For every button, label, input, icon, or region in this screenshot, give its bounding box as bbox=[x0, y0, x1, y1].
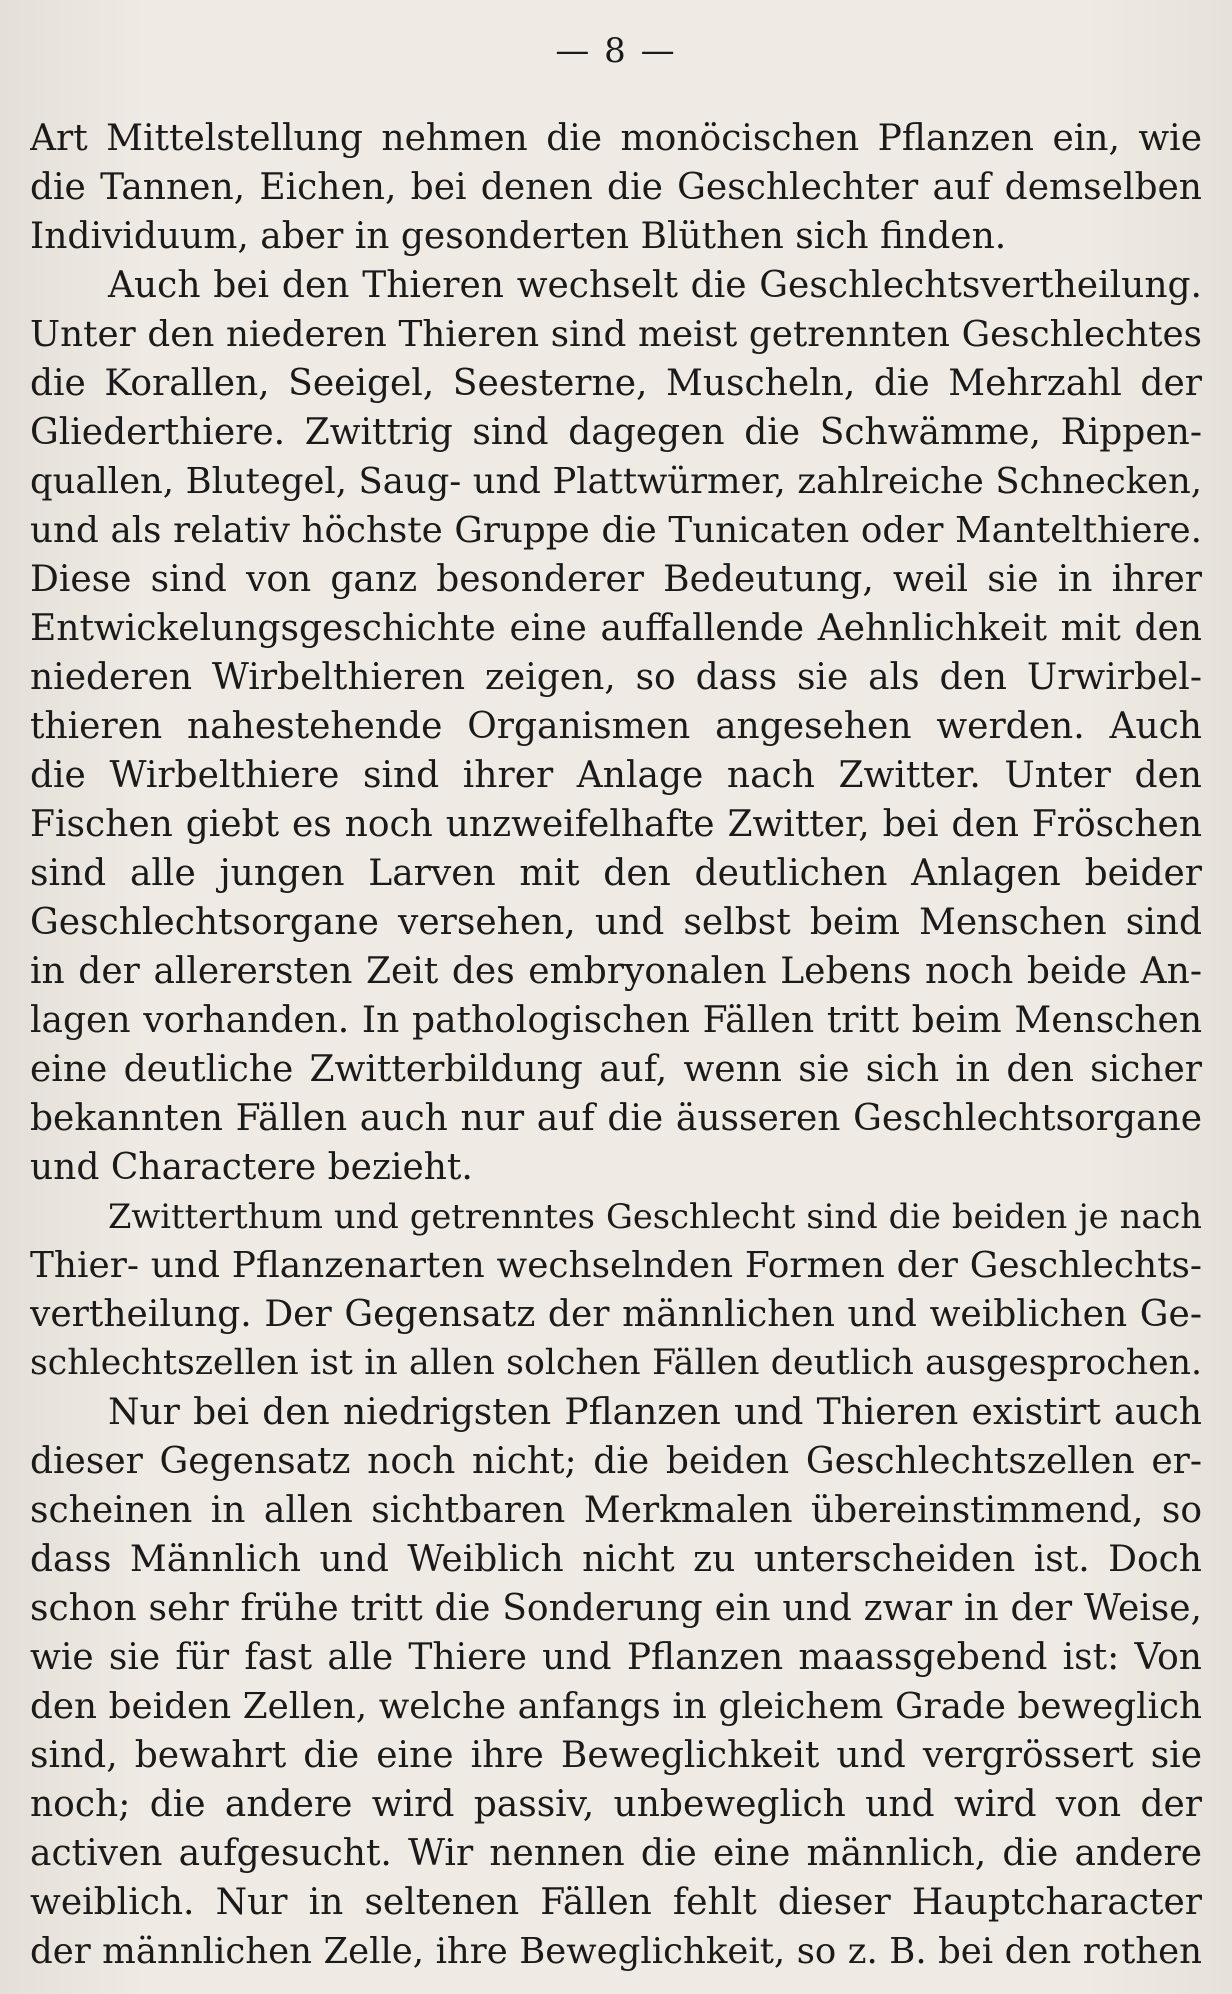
text-line: quallen, Blutegel, Saug- und Plattwürmer, zahlreiche Schnecken, bbox=[30, 461, 1202, 502]
text-line: Unter den niederen Thieren sind meist getrennten Geschlechtes bbox=[30, 314, 1202, 355]
text-line: weiblich. Nur in seltenen Fällen fehlt dieser Hauptcharacter bbox=[30, 1882, 1202, 1923]
text-line: Art Mittelstellung nehmen die monöcischen Pflanzen ein, wie bbox=[30, 118, 1202, 159]
text-line: noch; die andere wird passiv, unbeweglich und wird von der bbox=[30, 1784, 1202, 1825]
text-line: eine deutliche Zwitterbildung auf, wenn sie sich in den sicher bbox=[30, 1049, 1202, 1090]
text-line: in der allerersten Zeit des embryonalen Lebens noch beide An- bbox=[30, 951, 1202, 992]
text-line: Geschlechtsorgane versehen, und selbst beim Menschen sind bbox=[30, 902, 1202, 943]
text-line: schlechtszellen ist in allen solchen Fällen deutlich ausgesprochen. bbox=[30, 1343, 1202, 1383]
body-text bbox=[30, 114, 1202, 1976]
text-line: wie sie für fast alle Thiere und Pflanzen maassgebend ist: Von bbox=[30, 1637, 1202, 1678]
text-line: den beiden Zellen, welche anfangs in gleichem Grade beweglich bbox=[30, 1686, 1202, 1727]
text-line: schon sehr frühe tritt die Sonderung ein und zwar in der Weise, bbox=[30, 1588, 1202, 1629]
text-line: Auch bei den Thieren wechselt die Geschlechtsvertheilung. bbox=[108, 265, 1202, 306]
text-line: Individuum, aber in gesonderten Blüthen sich finden. bbox=[30, 216, 1007, 257]
text-line: sind alle jungen Larven mit den deutlichen Anlagen beider bbox=[30, 853, 1202, 894]
text-line: bekannten Fällen auch nur auf die äusseren Geschlechtsorgane bbox=[30, 1098, 1202, 1139]
text-line: die Tannen, Eichen, bei denen die Geschlechter auf demselben bbox=[30, 167, 1202, 208]
page-number: — 8 — bbox=[555, 31, 677, 71]
text-line: Fischen giebt es noch unzweifelhafte Zwitter, bei den Fröschen bbox=[30, 804, 1202, 845]
text-line: activen aufgesucht. Wir nennen die eine männlich, die andere bbox=[30, 1833, 1202, 1874]
text-line: vertheilung. Der Gegensatz der männlichen und weiblichen Ge- bbox=[30, 1294, 1202, 1335]
text-line: der männlichen Zelle, ihre Beweglichkeit, so z. B. bei den rothen bbox=[30, 1931, 1202, 1972]
text-line: dass Männlich und Weiblich nicht zu unterscheiden ist. Doch bbox=[30, 1539, 1202, 1580]
text-line: scheinen in allen sichtbaren Merkmalen übereinstimmend, so bbox=[30, 1490, 1202, 1531]
text-line: dieser Gegensatz noch nicht; die beiden Geschlechtszellen er- bbox=[30, 1441, 1202, 1482]
text-line: Entwickelungsgeschichte eine auffallende Aehnlichkeit mit den bbox=[30, 608, 1202, 649]
text-line: und Charactere bezieht. bbox=[30, 1147, 473, 1188]
text-line: Thier- und Pflanzenarten wechselnden Formen der Geschlechts- bbox=[30, 1245, 1202, 1286]
text-line: niederen Wirbelthieren zeigen, so dass sie als den Urwirbel- bbox=[30, 657, 1202, 698]
text-line: die Wirbelthiere sind ihrer Anlage nach Zwitter. Unter den bbox=[30, 755, 1202, 796]
text-line: Gliederthiere. Zwittrig sind dagegen die Schwämme, Rippen- bbox=[30, 412, 1202, 453]
text-line: Diese sind von ganz besonderer Bedeutung, weil sie in ihrer bbox=[30, 559, 1202, 600]
text-line: und als relativ höchste Gruppe die Tunicaten oder Mantelthiere. bbox=[30, 510, 1202, 551]
text-line: thieren nahestehende Organismen angesehen werden. Auch bbox=[30, 706, 1202, 747]
text-line: Zwitterthum und getrenntes Geschlecht sind die beiden je nach bbox=[108, 1197, 1202, 1236]
text-line: die Korallen, Seeigel, Seesterne, Muscheln, die Mehrzahl der bbox=[30, 363, 1202, 404]
text-line: lagen vorhanden. In pathologischen Fällen tritt beim Menschen bbox=[30, 1000, 1202, 1041]
text-line: Nur bei den niedrigsten Pflanzen und Thieren existirt auch bbox=[108, 1392, 1202, 1433]
text-line: sind, bewahrt die eine ihre Beweglichkeit und vergrössert sie bbox=[30, 1735, 1202, 1776]
